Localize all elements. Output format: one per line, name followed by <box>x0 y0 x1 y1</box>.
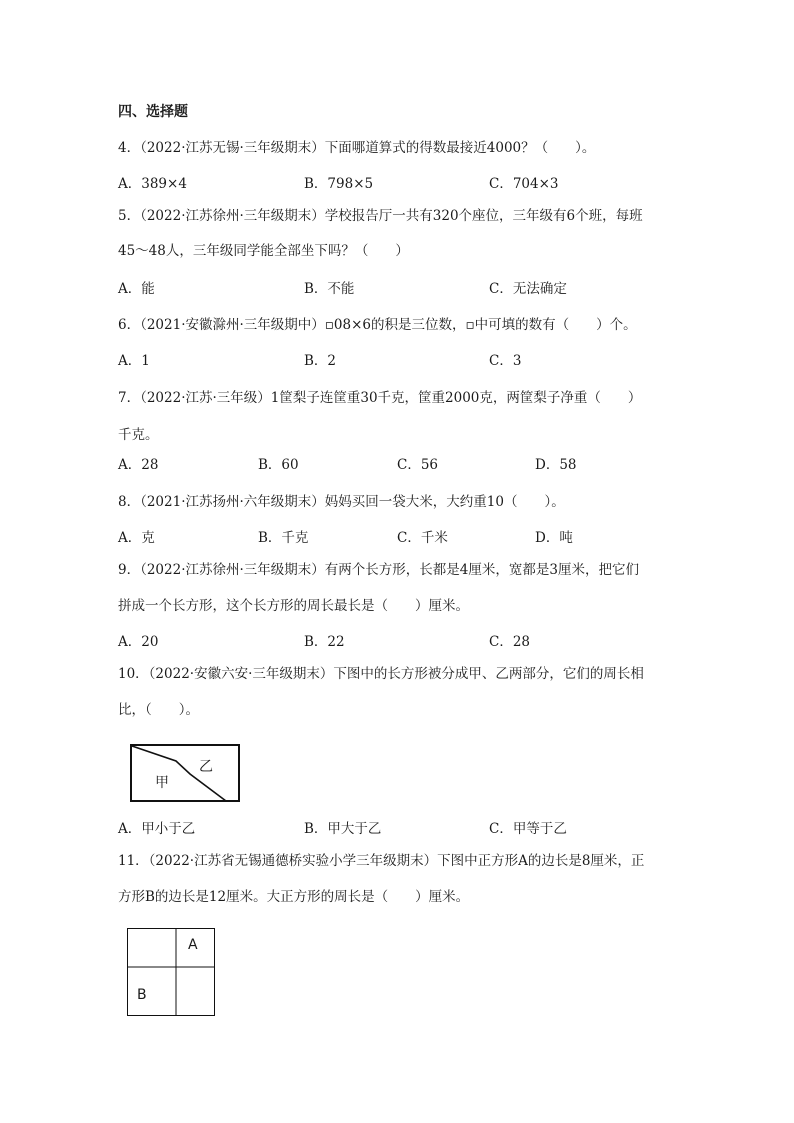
question-7-stem-line1: 7．（2022·江苏·三年级）1筐梨子连筐重30千克，筐重2000克，两筐梨子净重（ ） <box>118 390 642 406</box>
question-7-stem-line2: 千克。 <box>118 427 159 443</box>
question-10-stem-line2: 比，（ ）。 <box>118 702 199 718</box>
question-5-option-c: C．无法确定 <box>489 281 567 297</box>
question-9-option-c: C．28 <box>489 634 531 650</box>
square-grid-figure <box>127 928 215 1016</box>
label-a: A <box>188 937 198 953</box>
question-8-option-b: B．千克 <box>258 530 309 546</box>
question-7-option-a: A．28 <box>118 457 159 473</box>
question-6-stem: 6．（2021·安徽滁州·三年级期中）▫08×6的积是三位数，▫中可填的数有（ ）个。 <box>118 317 637 333</box>
section-title: 四、选择题 <box>118 104 188 120</box>
question-4-option-b: B．798×5 <box>304 176 374 192</box>
question-9-stem-line2: 拼成一个长方形，这个长方形的周长最长是（ ）厘米。 <box>118 598 469 614</box>
question-8-option-c: C．千米 <box>397 530 448 546</box>
question-9-option-b: B．22 <box>304 634 345 650</box>
question-11-stem-line2: 方形B的边长是12厘米。大正方形的周长是（ ）厘米。 <box>118 889 470 905</box>
question-7-option-d: D．58 <box>535 457 577 473</box>
question-8-option-a: A．克 <box>118 530 155 546</box>
question-4-option-a: A．389×4 <box>118 176 187 192</box>
rectangle-split-diagram <box>130 744 240 802</box>
question-11-stem-line1: 11．（2022·江苏省无锡通德桥实验小学三年级期末）下图中正方形A的边长是8厘米，正 <box>118 853 645 869</box>
question-5-stem-line2: 45～48人，三年级同学能全部坐下吗？（ ） <box>118 243 409 259</box>
question-5-option-a: A．能 <box>118 281 155 297</box>
question-6-option-a: A．1 <box>118 353 150 369</box>
label-yi: 乙 <box>199 759 213 775</box>
outer-rectangle <box>131 745 239 801</box>
question-10-option-c: C．甲等于乙 <box>489 821 567 837</box>
question-5-option-b: B．不能 <box>304 281 355 297</box>
question-4-stem: 4．（2022·江苏无锡·三年级期末）下面哪道算式的得数最接近4000？（ ）。 <box>118 140 596 156</box>
question-6-option-c: C．3 <box>489 353 522 369</box>
question-10-stem-line1: 10．（2022·安徽六安·三年级期末）下图中的长方形被分成甲、乙两部分，它们的周长相 <box>118 666 644 682</box>
label-jia: 甲 <box>155 775 169 791</box>
rectangle-split-figure <box>130 744 240 802</box>
question-8-stem: 8．（2021·江苏扬州·六年级期末）妈妈买回一袋大米，大约重10（ ）。 <box>118 494 565 510</box>
question-7-option-c: C．56 <box>397 457 439 473</box>
question-10-option-a: A．甲小于乙 <box>118 821 196 837</box>
question-9-stem-line1: 9．（2022·江苏徐州·三年级期末）有两个长方形，长都是4厘米，宽都是3厘米，把它们 <box>118 562 639 578</box>
question-8-option-d: D．吨 <box>535 530 573 546</box>
question-7-option-b: B．60 <box>258 457 299 473</box>
question-4-option-c: C．704×3 <box>489 176 559 192</box>
question-9-option-a: A．20 <box>118 634 159 650</box>
label-b: B <box>137 987 147 1003</box>
question-10-option-b: B．甲大于乙 <box>304 821 382 837</box>
question-6-option-b: B．2 <box>304 353 337 369</box>
question-5-stem-line1: 5．（2022·江苏徐州·三年级期末）学校报告厅一共有320个座位，三年级有6个班，每班 <box>118 208 643 224</box>
